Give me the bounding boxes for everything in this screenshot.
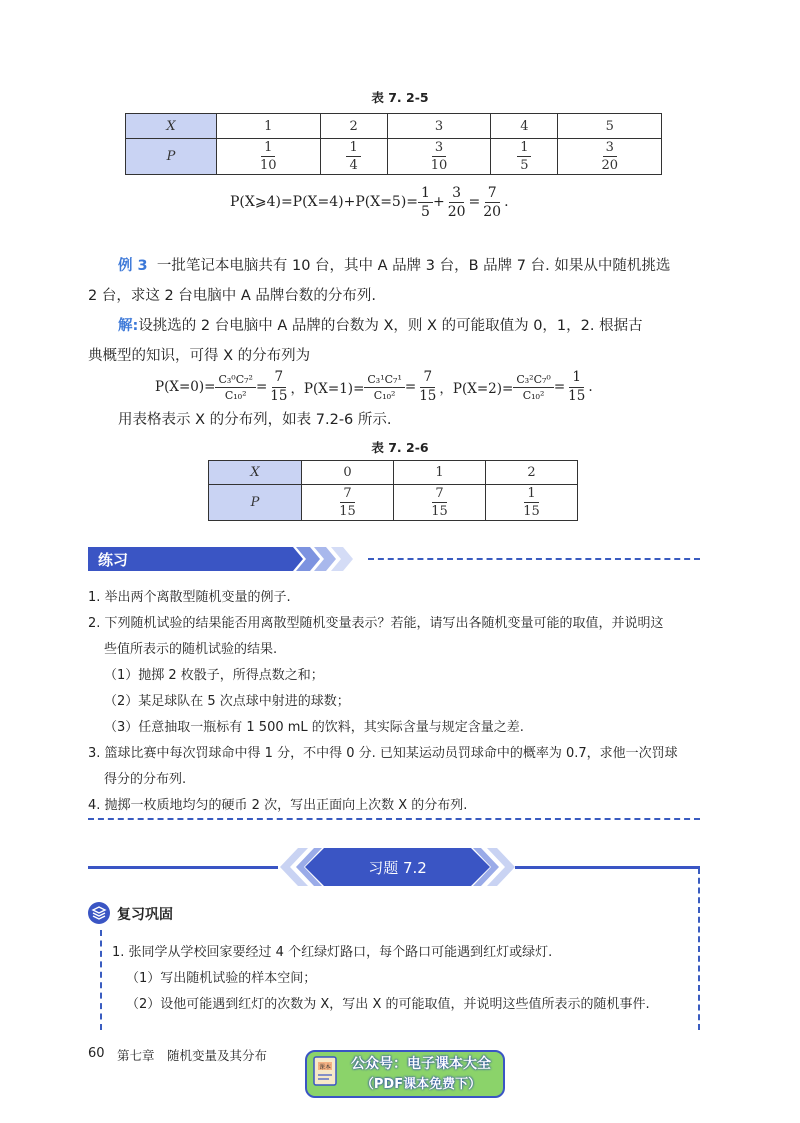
- section-heading: 复习巩固: [117, 907, 173, 923]
- list-item: （2）设他可能遇到红灯的次数为 X，写出 X 的可能取值，并说明这些值所表示的随机事件.: [126, 997, 650, 1012]
- table-caption: 表 7. 2-5: [371, 90, 429, 105]
- divider: [698, 868, 700, 1030]
- list-item: 3. 篮球比赛中每次罚球命中得 1 分，不中得 0 分. 已知某运动员罚球命中的概率为 0.7，求他一次罚球: [88, 746, 678, 761]
- book-icon: 课本: [311, 1055, 341, 1089]
- table-cell: 3: [387, 114, 491, 139]
- table-cell: 5: [558, 114, 662, 139]
- divider: [515, 866, 700, 869]
- table-header-x: X: [126, 114, 217, 139]
- list-item: 1. 张同学从学校回家要经过 4 个红绿灯路口，每个路口可能遇到红灯或绿灯.: [112, 945, 553, 960]
- table-cell: 4: [491, 114, 558, 139]
- list-item: 2. 下列随机试验的结果能否用离散型随机变量表示？若能，请写出各随机变量可能的取值，并说明这: [88, 616, 664, 631]
- distribution-table: [208, 460, 578, 521]
- formula: P(X=0)= $\frac{\text{C₃⁰C₇²}}{\text{C₁₀²}}$ = $\frac{7}{15}$ ，P(X=1)= $\frac{\text{C₃¹C₇¹}}{\text{C₁₀²}}$ = $\frac{7}{15}$ ，P(X=2)= $\frac{\text{C₃²C₇⁰}}{\text{C₁₀²}}$ = $\frac{1}{15}$ .: [155, 369, 593, 404]
- exercise-list: [112, 940, 692, 1018]
- list-item: （2）某足球队在 5 次点球中射进的球数；: [104, 694, 350, 709]
- layers-icon: [88, 902, 110, 924]
- list-item: （1）写出随机试验的样本空间；: [126, 971, 317, 986]
- solution-label: 解:: [118, 318, 139, 334]
- table-cell: $\frac{1}{5}$: [491, 139, 558, 175]
- divider: [368, 558, 700, 560]
- table-header-p: P: [126, 139, 217, 175]
- practice-title: 练习: [98, 551, 129, 569]
- list-item: 得分的分布列.: [104, 772, 187, 787]
- formula: P(X⩾4)=P(X=4)+P(X=5)= $\frac{1}{5}$ + $\frac{3}{20}$ = $\frac{7}{20}$ .: [230, 184, 509, 220]
- divider: [100, 930, 102, 1030]
- exercise-title: 习题 7.2: [368, 859, 427, 877]
- table-cell: 2: [486, 461, 578, 485]
- table-cell: 0: [302, 461, 394, 485]
- practice-list: [88, 585, 708, 819]
- table-cell: $\frac{3}{20}$: [558, 139, 662, 175]
- list-item: 4. 抛掷一枚质地均匀的硬币 2 次，写出正面向上次数 X 的分布列.: [88, 798, 468, 813]
- table-cell: $\frac{7}{15}$: [394, 485, 486, 521]
- table-cell: 1: [217, 114, 321, 139]
- divider: [88, 866, 278, 869]
- example-paragraph: 例 3 一批笔记本电脑共有 10 台，其中 A 品牌 3 台，B 品牌 7 台. 如果从中随机挑选 2 台，求这 2 台电脑中 A 品牌台数的分布列. 解:设挑选的 2 台电脑中 A 品牌的台数为 X，则 X 的可能取值为 0，1，2. 根据古 典概型的知识，可得 X 的分布列为: [88, 258, 671, 364]
- table-cell: 1: [394, 461, 486, 485]
- list-item: （1）抛掷 2 枚骰子，所得点数之和；: [104, 668, 324, 683]
- table-cell: 2: [320, 114, 387, 139]
- table-cell: $\frac{3}{10}$: [387, 139, 491, 175]
- list-item: 些值所表示的随机试验的结果.: [104, 642, 278, 657]
- table-header-p: P: [209, 485, 302, 521]
- list-item: 1. 举出两个离散型随机变量的例子.: [88, 590, 291, 605]
- distribution-table: [125, 113, 662, 175]
- page-number: 60: [88, 1046, 105, 1061]
- table-cell: $\frac{1}{15}$: [486, 485, 578, 521]
- table-caption: 表 7. 2-6: [371, 440, 429, 455]
- table-cell: $\frac{7}{15}$: [302, 485, 394, 521]
- list-item: （3）任意抽取一瓶标有 1 500 mL 的饮料，其实际含量与规定含量之差.: [104, 720, 524, 735]
- chapter-label: 第七章 随机变量及其分布: [117, 1048, 268, 1063]
- example-label: 例 3: [118, 258, 148, 274]
- table-cell: $\frac{1}{10}$: [217, 139, 321, 175]
- divider: [88, 818, 700, 820]
- stamp-line-1: 公众号：电子课本大全: [351, 1056, 491, 1072]
- stamp-line-2: （PDF课本免费下）: [360, 1077, 482, 1092]
- table-cell: $\frac{1}{4}$: [320, 139, 387, 175]
- table-header-x: X: [209, 461, 302, 485]
- practice-banner: [88, 547, 363, 571]
- paragraph: 用表格表示 X 的分布列，如表 7.2-6 所示.: [118, 412, 392, 428]
